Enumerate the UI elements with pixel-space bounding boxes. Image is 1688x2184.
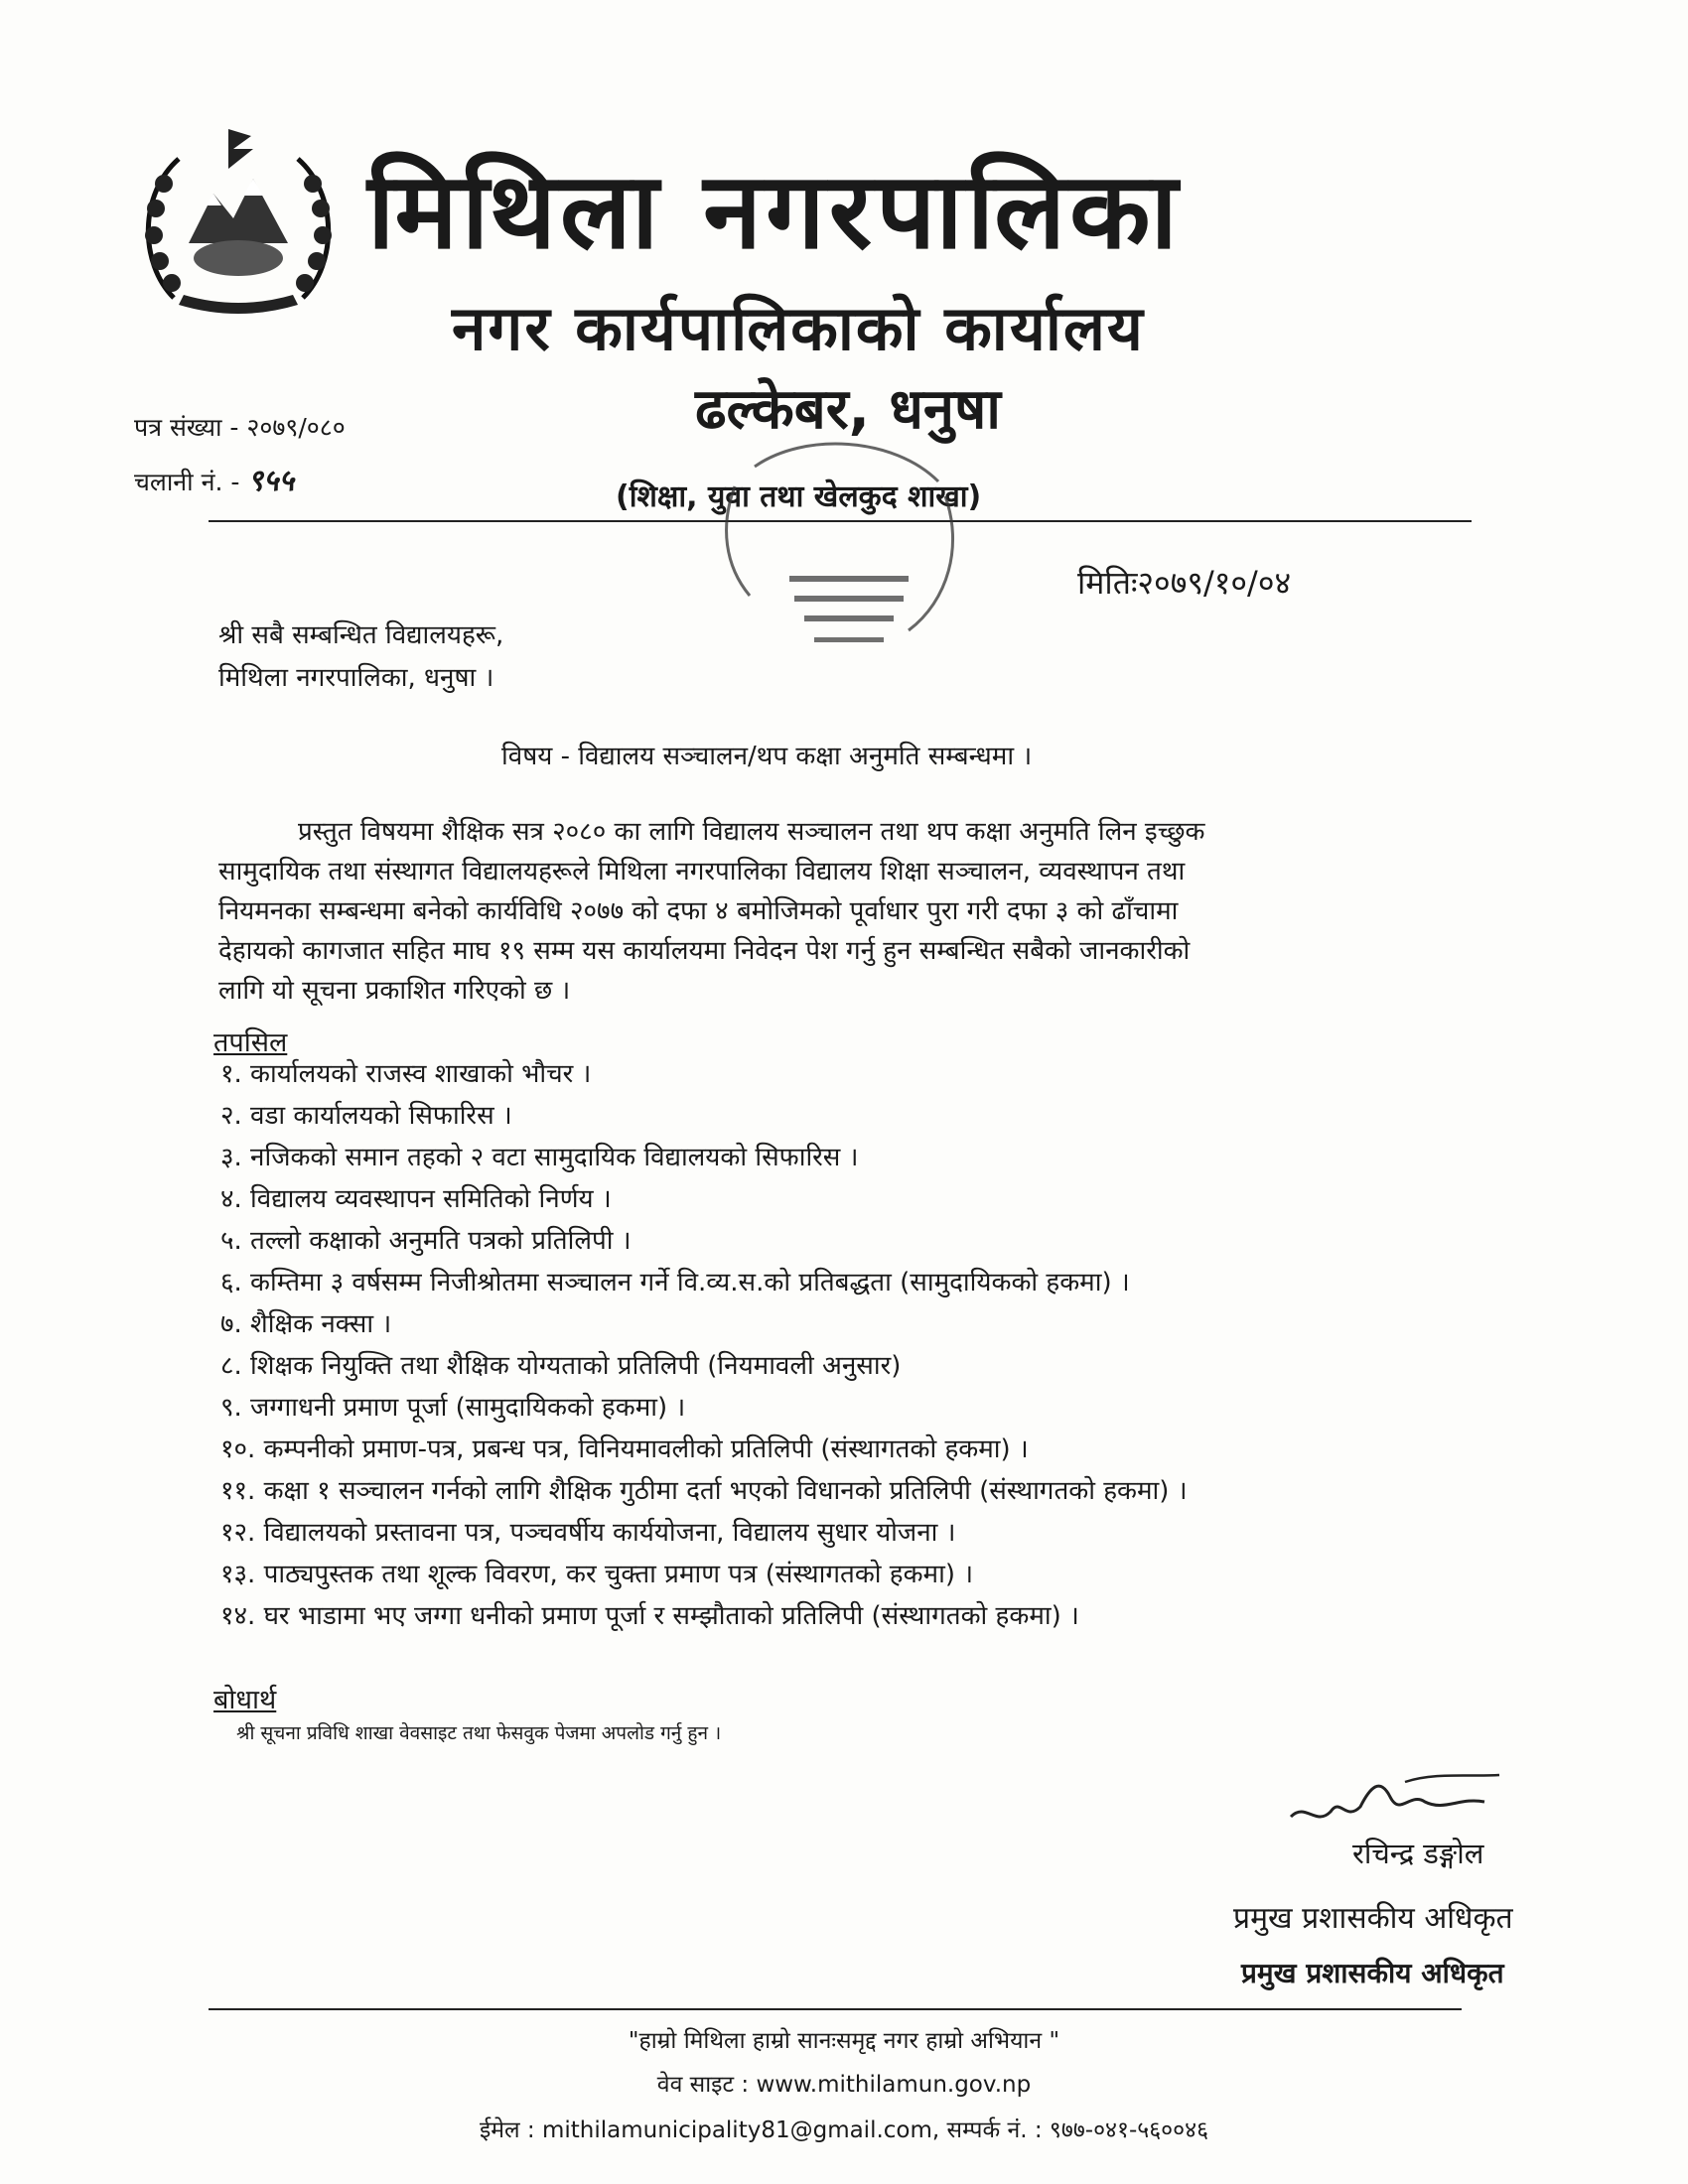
footer-divider [209, 2008, 1462, 2010]
office-seal-stamp [695, 427, 983, 675]
nepal-emblem-icon [134, 124, 343, 328]
signatory-name: रचिन्द्र डङ्गोल [1352, 1837, 1484, 1870]
list-item: ४. विद्यालय व्यवस्थापन समितिको निर्णय । [220, 1184, 612, 1214]
letter-number-value: २०७९/०८० [246, 413, 346, 442]
addressee-line-1: श्री सबै सम्बन्धित विद्यालयहरू, [218, 620, 504, 650]
municipality-name: मिथिला नगरपालिका [367, 150, 1182, 272]
signatory-title: प्रमुख प्रशासकीय अधिकृत [1233, 1901, 1513, 1936]
list-item: १४. घर भाडामा भए जग्गा धनीको प्रमाण पूर्जा र सम्झौताको प्रतिलिपी (संस्थागतको हकमा) । [220, 1601, 1079, 1631]
list-item: १२. विद्यालयको प्रस्तावना पत्र, पञ्चवर्षीय कार्ययोजना, विद्यालय सुधार योजना । [220, 1518, 956, 1548]
cc-text: श्री सूचना प्रविधि शाखा वेवसाइट तथा फेसवुक पेजमा अपलोड गर्नु हुन । [236, 1722, 722, 1744]
list-item: ९. जग्गाधनी प्रमाण पूर्जा (सामुदायिकको हकमा) । [220, 1393, 686, 1423]
list-item: १३. पाठ्यपुस्तक तथा शूल्क विवरण, कर चुक्ता प्रमाण पत्र (संस्थागतको हकमा) । [220, 1560, 974, 1589]
list-item: ६. कम्तिमा ३ वर्षसम्म निजीश्रोतमा सञ्चालन गर्ने वि.व्य.स.को प्रतिबद्धता (सामुदायिकको हकमा) । [220, 1268, 1130, 1297]
email-label: ईमेल : [479, 2117, 535, 2143]
branch-name: (शिक्षा, युवा तथा खेलकुद शाखा) [616, 479, 982, 514]
footer-slogan: "हाम्रो मिथिला हाम्रो सानःसमृद्द नगर हाम्रो अभियान " [628, 2028, 1060, 2054]
details-heading: तपसिल [213, 1027, 288, 1058]
addressee-line-2: मिथिला नगरपालिका, धनुषा । [218, 663, 494, 693]
dispatch-number [134, 459, 294, 499]
website-label: वेव साइट : [656, 2072, 750, 2098]
body-line: लागि यो सूचना प्रकाशित गरिएको छ । [218, 976, 571, 1006]
body-line: प्रस्तुत विषयमा शैक्षिक सत्र २०८० का लागि विद्यालय सञ्चालन तथा थप कक्षा अनुमति लिन इच्छुक [298, 817, 1205, 847]
website-link[interactable]: www.mithilamun.gov.np [756, 2072, 1032, 2098]
list-item: ८. शिक्षक नियुक्ति तथा शैक्षिक योग्यताको प्रतिलिपी (नियमावली अनुसार) [220, 1351, 902, 1381]
signatory-title-stamp: प्रमुख प्रशासकीय अधिकृत [1241, 1957, 1504, 1989]
body-paragraph [218, 812, 1479, 1011]
letter-number [134, 410, 346, 444]
office-location: ढल्केबर, धनुषा [695, 377, 1001, 442]
office-name: नगर कार्यपालिकाको कार्यालय [452, 292, 1145, 364]
letter-number-label: पत्र संख्या - [134, 413, 239, 442]
handwritten-signature [1286, 1767, 1504, 1842]
list-item: १०. कम्पनीको प्रमाण-पत्र, प्रबन्ध पत्र, विनियमावलीको प्रतिलिपी (संस्थागतको हकमा) । [220, 1434, 1029, 1464]
list-item: २. वडा कार्यालयको सिफारिस । [220, 1101, 512, 1131]
phone-label: सम्पर्क नं. : [946, 2117, 1043, 2143]
dispatch-number-label: चलानी नं. - [134, 468, 240, 496]
body-line: देहायको कागजात सहित माघ १९ सम्म यस कार्यालयमा निवेदन पेश गर्नु हुन सम्बन्धित सबैको जानकारीको [218, 936, 1191, 966]
list-item: ७. शैक्षिक नक्सा । [220, 1309, 392, 1339]
list-item: ११. कक्षा १ सञ्चालन गर्नको लागि शैक्षिक गुठीमा दर्ता भएको विधानको प्रतिलिपी (संस्थागतको हकमा) । [220, 1476, 1188, 1506]
list-item: १. कार्यालयको राजस्व शाखाको भौचर । [220, 1059, 592, 1089]
dispatch-number-value: ९५५ [247, 464, 295, 498]
list-item: ३. नजिकको समान तहको २ वटा सामुदायिक विद्यालयको सिफारिस । [220, 1143, 859, 1172]
letter-date: मितिः२०७९/१०/०४ [1077, 564, 1292, 602]
phone-number: ९७७-०४१-५६००४६ [1049, 2117, 1209, 2143]
details-list [220, 1054, 1188, 1638]
cc-heading: बोधार्थ [213, 1685, 277, 1715]
email-link[interactable]: mithilamunicipality81@gmail.com, [541, 2117, 940, 2143]
body-line: सामुदायिक तथा संस्थागत विद्यालयहरूले मिथिला नगरपालिका विद्यालय शिक्षा सञ्चालन, व्यवस्थापन तथा [218, 857, 1186, 887]
footer-website [0, 2067, 1688, 2099]
list-item: ५. तल्लो कक्षाको अनुमति पत्रको प्रतिलिपी । [220, 1226, 632, 1256]
body-line: नियमनका सम्बन्धमा बनेको कार्यविधि २०७७ को दफा ४ बमोजिमको पूर्वाधार पुरा गरी दफा ३ को ढाँचामा [218, 896, 1179, 926]
letter-subject: विषय - विद्यालय सञ्चालन/थप कक्षा अनुमति सम्बन्धमा । [501, 742, 1033, 771]
footer-contact [0, 2113, 1688, 2144]
